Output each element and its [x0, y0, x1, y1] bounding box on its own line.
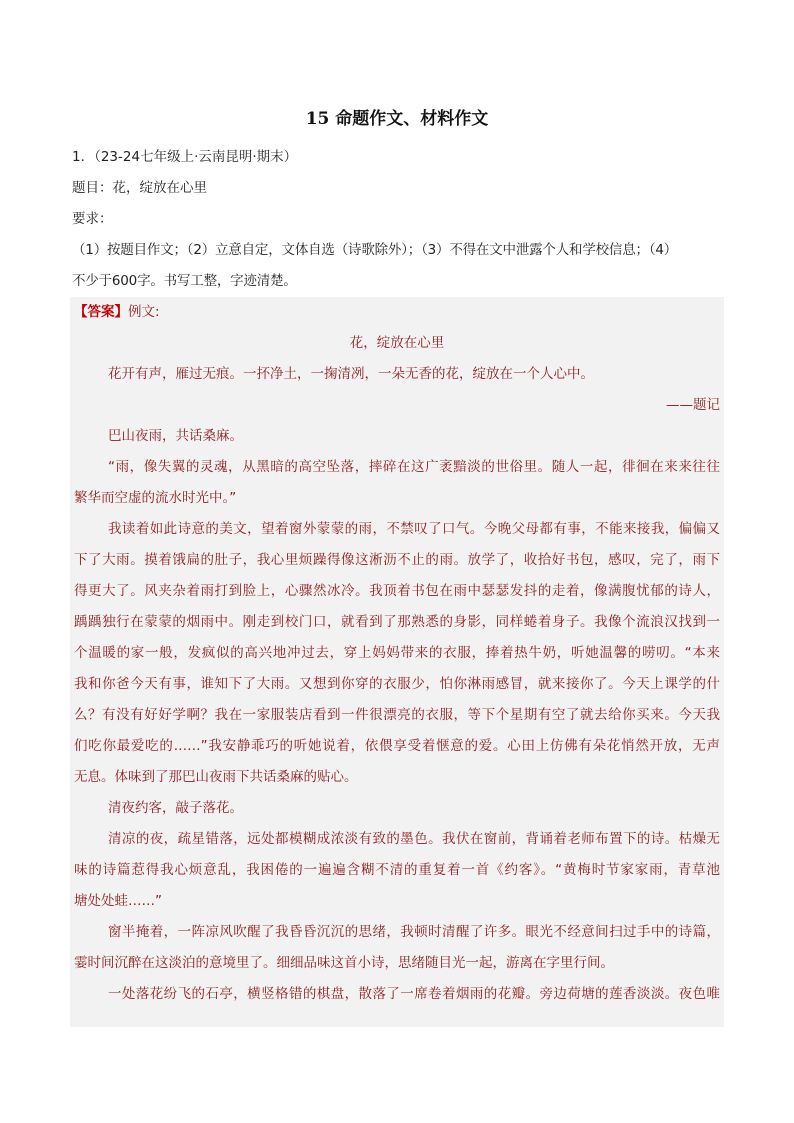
essay-line: 一处落花纷飞的石亭，横竖格错的棋盘，散落了一席卷着烟雨的花瓣。旁边荷塘的莲香淡淡。夜色唯	[108, 986, 720, 1002]
essay-line: 清夜约客，敲子落花。	[108, 800, 243, 816]
answer-tag-suffix: 例文:	[128, 304, 160, 320]
essay-epigraph-label: ——题记	[666, 397, 720, 413]
requirements-line-2: 不少于600字。书写工整，字迹清楚。	[72, 273, 297, 289]
essay-line: 巴山夜雨，共话桑麻。	[108, 428, 243, 444]
question-number: 1．（23-24七年级上·云南昆明·期末）	[72, 149, 298, 165]
requirements-line-1: （1）按题目作文；（2）立意自定，文体自选（诗歌除外）；（3）不得在文中泄露个人和学校信息；（4）	[72, 242, 678, 258]
essay-line: 下了大雨。摸着饿扁的肚子，我心里烦躁得像这淅沥不止的雨。放学了，收拾好书包，感叹，完了，雨下	[74, 552, 720, 568]
essay-line: 花开有声，雁过无痕。一抔净土，一掬清冽，一朵无香的花，绽放在一个人心中。	[108, 366, 594, 382]
essay-line: 霎时间沉醉在这淡泊的意境里了。细细品味这首小诗，思绪随目光一起，游离在字里行间。	[74, 955, 614, 971]
essay-line: 窗半掩着，一阵凉风吹醒了我昏昏沉沉的思绪，我顿时清醒了许多。眼光不经意间扫过手中的诗篇，	[108, 924, 720, 940]
answer-block	[70, 297, 724, 1027]
essay-title: 花，绽放在心里	[349, 335, 445, 351]
essay-line: 味的诗篇惹得我心烦意乱，我困倦的一遍遍含糊不清的重复着一首《约客》。“黄梅时节家家雨，青草池	[74, 862, 720, 878]
essay-line: 塘处处蛙……”	[74, 893, 162, 909]
essay-line: 我读着如此诗意的美文，望着窗外蒙蒙的雨，不禁叹了口气。今晚父母都有事，不能来接我，偏偏又	[108, 521, 720, 537]
essay-line: 踽踽独行在蒙蒙的烟雨中。刚走到校门口，就看到了那熟悉的身影，同样蜷着身子。我像个流浪汉找到一	[74, 614, 720, 630]
essay-line: 得更大了。风夹杂着雨打到脸上，心骤然冰冷。我顶着书包在雨中瑟瑟发抖的走着，像满腹忧郁的诗人，	[74, 583, 720, 599]
page-title: 15 命题作文、材料作文	[305, 109, 489, 129]
essay-line: 繁华而空虚的流水时光中。”	[74, 490, 237, 506]
essay-line: 我和你爸今天有事，谁知下了大雨。又想到你穿的衣服少，怕你淋雨感冒，就来接你了。今天上课学的什	[74, 676, 720, 692]
essay-line: 清凉的夜，疏星错落，远处都模糊成浓淡有致的墨色。我伏在窗前，背诵着老师布置下的诗。枯燥无	[108, 831, 720, 847]
question-block	[72, 142, 732, 297]
essay-line: 个温暖的家一般，发疯似的高兴地冲过去，穿上妈妈带来的衣服，捧着热牛奶，听她温馨的唠叨。“本来	[74, 645, 720, 661]
essay-line: 么？有没有好好学啊？我在一家服装店看到一件很漂亮的衣服，等下个星期有空了就去给你买来。今天我	[74, 707, 720, 723]
requirements-label: 要求：	[72, 211, 113, 227]
question-topic: 题目：花，绽放在心里	[72, 180, 207, 196]
essay-line: “雨，像失翼的灵魂，从黑暗的高空坠落，摔碎在这广袤黯淡的世俗里。随人一起，徘徊在来来往往	[108, 459, 720, 475]
essay-line: 无息。体味到了那巴山夜雨下共话桑麻的贴心。	[74, 769, 358, 785]
answer-tag: 【答案】	[74, 304, 128, 320]
essay-line: 们吃你最爱吃的……”我安静乖巧的听她说着，依偎享受着惬意的爱。心田上仿佛有朵花悄然开放，无声	[74, 738, 720, 754]
answer-header	[70, 297, 724, 328]
